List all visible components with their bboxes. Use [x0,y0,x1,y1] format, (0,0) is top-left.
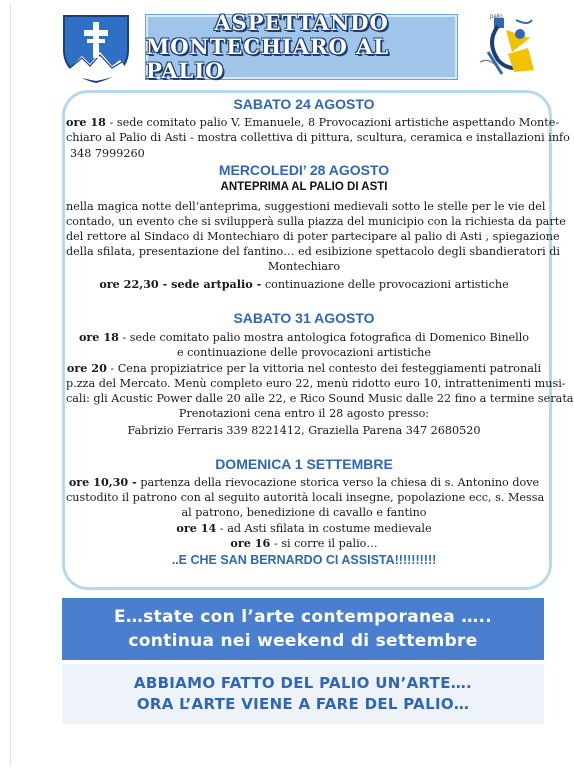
event-time: ore 14 [176,521,217,535]
event-line [66,115,560,130]
event-line: della sfilata, presentazione del fantino… ed esibizione spettacolo degli sbandieratori di [66,245,560,258]
event-line: custodito il patrono con al seguito autorità locali insegne, popolazione ecc, s. Messa [66,491,545,504]
event-line [66,536,542,551]
event-time: ore 16 [230,536,271,550]
event-time: ore 18 [66,115,106,129]
event-line: Prenotazioni cena entro il 28 agosto presso: [178,407,430,420]
event-line [66,361,542,376]
event-text: - sede comitato palio mostra antologica fotografica di Domenico Binello [118,331,530,344]
event-line: del rettore al Sindaco di Montechiaro di poter partecipare al palio di Asti , spiegazione [66,230,560,243]
event-line: Montechiaro [267,260,341,273]
event-text: - sede comitato palio V. Emanuele, 8 Provocazioni artistiche aspettando Monte- [105,116,560,129]
event-text: - si corre il palio… [270,537,378,550]
event-text: - ad Asti sfilata in costume medievale [216,522,432,535]
contemporary-art-band [62,598,544,660]
event-line [66,330,542,345]
event-line [66,277,542,292]
event-time: ore 18 [78,330,119,344]
closing-line: ..E CHE SAN BERNARDO CI ASSISTA!!!!!!!!!! [171,553,437,567]
event-text: partenza della rievocazione storica verso la chiesa di s. Antonino dove [136,476,540,489]
event-time: ore 20 [66,361,107,375]
slogan-band [62,664,544,724]
day-heading-wed28: MERCOLEDI’ 28 AGOSTO [218,162,390,178]
band-line-2: continua nei weekend di settembre [128,631,478,651]
palio-logo-icon [468,12,544,84]
event-line [66,475,542,490]
day-heading-sat31: SABATO 31 AGOSTO [233,310,375,326]
coat-of-arms-icon [60,12,132,84]
event-text: - Cena propiziatrice per la vittoria nel contesto dei festeggiamenti patronali [106,362,542,375]
day-heading-sun1: DOMENICA 1 SETTEMBRE [215,456,393,472]
title-line-2: MONTECHIARO AL PALIO [146,34,390,83]
event-line: nella magica notte dell’anteprima, suggestioni medievali sotto le stelle per le vie del [66,200,546,213]
event-line: 348 7999260 [70,147,145,160]
title-line-1: ASPETTANDO [214,10,389,35]
event-line: Fabrizio Ferraris 339 8221412, Graziella Parena 347 2680520 [127,424,481,437]
title-banner [145,10,458,83]
day-heading-sat24: SABATO 24 AGOSTO [233,96,375,112]
event-line: contado, un evento che si svilupperà sulla piazza del municipio con la richiesta da parte [66,215,566,228]
event-subheading: ANTEPRIMA AL PALIO DI ASTI [220,181,388,193]
event-text: continuazione delle provocazioni artistiche [261,278,509,291]
event-time: ore 22,30 - sede artpalio - [99,277,262,291]
slogan-line-2: ORA L’ARTE VIENE A FARE DEL PALIO… [136,695,470,713]
event-line: cali: gli Acustic Power dalle 20 alle 22, e Rico Sound Music dalle 22 fino a termine serata [66,392,574,405]
slogan-line-1: ABBIAMO FATTO DEL PALIO UN’ARTE…. [133,674,473,692]
event-line: p.zza del Mercato. Menù completo euro 22, menù ridotto euro 10, intrattenimenti musi- [66,377,566,390]
band-line-1: E…state con l’arte contemporanea ….. [113,607,493,627]
event-line: e continuazione delle provocazioni artistiche [176,346,432,359]
event-line: chiaro al Palio di Asti - mostra collettiva di pittura, scultura, ceramica e installazioni info [66,131,570,144]
event-line [66,521,542,536]
logo-caption: palio [490,14,503,20]
event-line: al patrono, benedizione di cavallo e fantino [181,506,427,519]
event-time: ore 10,30 - [68,475,137,489]
